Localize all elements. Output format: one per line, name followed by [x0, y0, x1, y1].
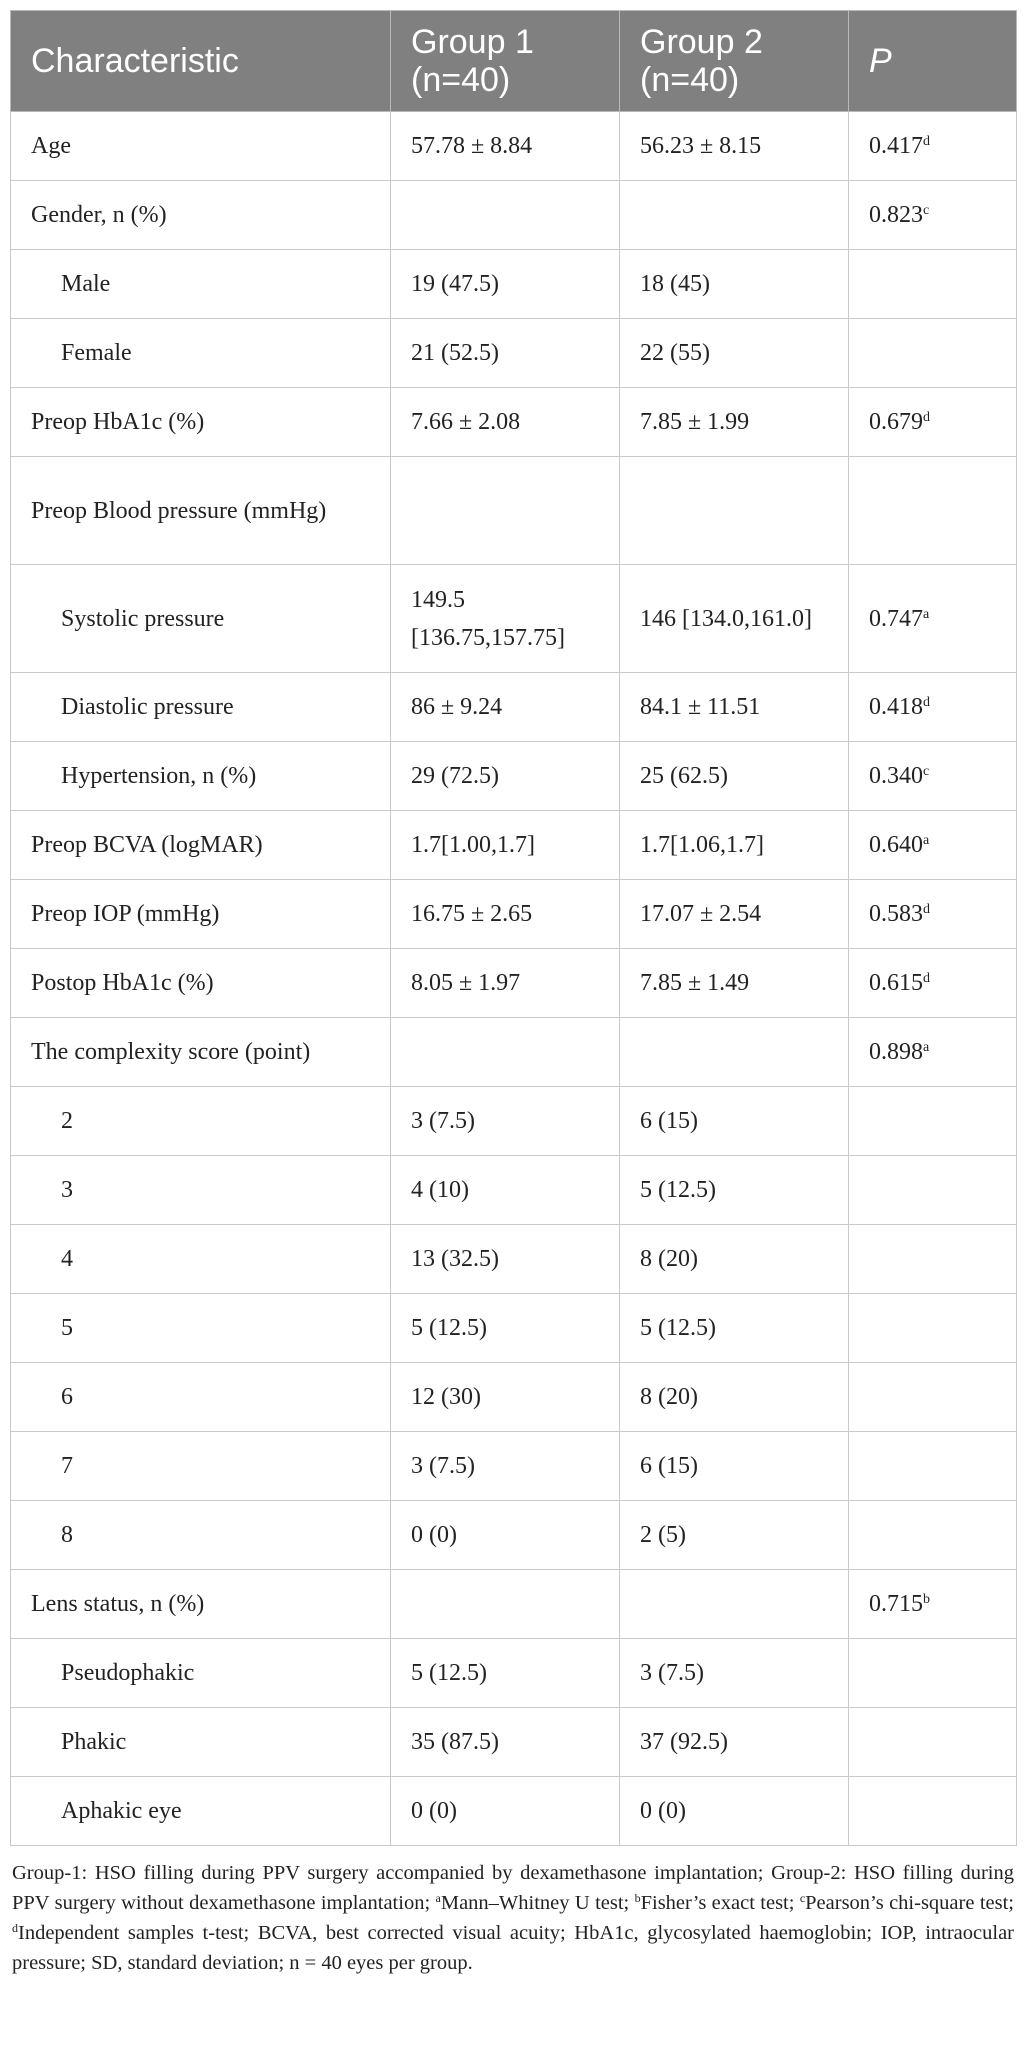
table-row — [11, 742, 1017, 811]
p-value-test-marker: a — [923, 606, 930, 622]
cell-group-1: 5 (12.5) — [391, 1639, 620, 1708]
cell-group-1 — [391, 1018, 620, 1087]
cell-group-1: 19 (47.5) — [391, 250, 620, 319]
footnote-marker: a — [435, 1891, 441, 1905]
cell-p-value — [849, 673, 1017, 742]
cell-p-value — [849, 811, 1017, 880]
cell-p-value — [849, 1432, 1017, 1501]
cell-group-2: 7.85 ± 1.49 — [620, 949, 849, 1018]
cell-p-value — [849, 181, 1017, 250]
table-row — [11, 811, 1017, 880]
p-value: 0.417 — [869, 133, 923, 159]
cell-characteristic: Postop HbA1c (%) — [11, 949, 391, 1018]
cell-characteristic: Preop BCVA (logMAR) — [11, 811, 391, 880]
cell-group-1: 21 (52.5) — [391, 319, 620, 388]
p-value: 0.615 — [869, 970, 923, 996]
p-value-test-marker: b — [923, 1592, 930, 1607]
cell-characteristic: Age — [11, 112, 391, 181]
cell-p-value — [849, 250, 1017, 319]
table-row — [11, 1432, 1017, 1501]
table-row — [11, 1156, 1017, 1225]
table-row — [11, 1777, 1017, 1846]
p-value-test-marker: c — [923, 764, 930, 779]
p-value-test-marker: a — [923, 1040, 930, 1055]
table-footnote — [10, 1858, 1016, 1978]
cell-group-1: 7.66 ± 2.08 — [391, 388, 620, 457]
cell-group-1: 5 (12.5) — [391, 1294, 620, 1363]
cell-group-2: 2 (5) — [620, 1501, 849, 1570]
header-p-value: P — [849, 11, 1017, 112]
cell-p-value — [849, 1225, 1017, 1294]
cell-characteristic: 6 — [11, 1363, 391, 1432]
p-value-test-marker: d — [923, 902, 930, 917]
cell-characteristic: Phakic — [11, 1708, 391, 1777]
cell-group-2: 17.07 ± 2.54 — [620, 880, 849, 949]
table-row — [11, 250, 1017, 319]
cell-group-2: 3 (7.5) — [620, 1639, 849, 1708]
cell-group-1: 8.05 ± 1.97 — [391, 949, 620, 1018]
p-value-test-marker: d — [923, 971, 930, 986]
table-row — [11, 949, 1017, 1018]
cell-group-2: 8 (20) — [620, 1363, 849, 1432]
table-row — [11, 1363, 1017, 1432]
table-row — [11, 673, 1017, 742]
cell-group-1: 0 (0) — [391, 1777, 620, 1846]
cell-group-2: 1.7[1.06,1.7] — [620, 811, 849, 880]
document — [10, 10, 1016, 1978]
cell-characteristic: Female — [11, 319, 391, 388]
cell-group-2: 146 [134.0,161.0] — [620, 565, 849, 673]
footnote-marker: c — [799, 1891, 806, 1905]
p-value: 0.747 — [869, 605, 923, 632]
cell-group-1: 0 (0) — [391, 1501, 620, 1570]
cell-p-value — [849, 457, 1017, 565]
cell-characteristic: 8 — [11, 1501, 391, 1570]
cell-p-value — [849, 1156, 1017, 1225]
cell-p-value — [849, 388, 1017, 457]
table-row — [11, 112, 1017, 181]
cell-group-2: 5 (12.5) — [620, 1294, 849, 1363]
cell-group-1: 35 (87.5) — [391, 1708, 620, 1777]
p-value: 0.898 — [869, 1039, 923, 1065]
cell-characteristic: The complexity score (point) — [11, 1018, 391, 1087]
cell-characteristic: 4 — [11, 1225, 391, 1294]
cell-p-value — [849, 565, 1017, 673]
cell-group-1 — [391, 1570, 620, 1639]
footnote-text: Pearson’s chi-square test; — [805, 1892, 1014, 1914]
cell-characteristic: Preop HbA1c (%) — [11, 388, 391, 457]
cell-p-value — [849, 880, 1017, 949]
cell-group-1: 3 (7.5) — [391, 1087, 620, 1156]
cell-characteristic: Diastolic pressure — [11, 673, 391, 742]
cell-group-2: 25 (62.5) — [620, 742, 849, 811]
cell-characteristic: Preop Blood pressure (mmHg) — [11, 457, 391, 565]
cell-group-1 — [391, 457, 620, 565]
footnote-text: Mann–Whitney U test; — [440, 1892, 635, 1914]
footnote-text: Independent samples t-test; BCVA, best corrected visual acuity; HbA1c, glycosylated haemoglobin; IOP, intraocular pressure; SD, standard deviation; n = 40 eyes per group. — [12, 1922, 1014, 1974]
footnote-text: Group-1: HSO filling during PPV surgery accompanied by dexamethasone implantation; Group-2: HSO filling during PPV surgery without dexamethasone implantation; — [12, 1862, 1014, 1914]
cell-group-2 — [620, 457, 849, 565]
table-row — [11, 1570, 1017, 1639]
cell-group-1: 29 (72.5) — [391, 742, 620, 811]
table-row — [11, 1294, 1017, 1363]
cell-group-2: 7.85 ± 1.99 — [620, 388, 849, 457]
p-value: 0.823 — [869, 202, 923, 228]
table-row — [11, 1708, 1017, 1777]
cell-group-1: 1.7[1.00,1.7] — [391, 811, 620, 880]
cell-p-value — [849, 319, 1017, 388]
cell-characteristic: Systolic pressure — [11, 565, 391, 673]
header-characteristic: Characteristic — [11, 11, 391, 112]
cell-group-2: 22 (55) — [620, 319, 849, 388]
table-row — [11, 388, 1017, 457]
cell-group-2 — [620, 1570, 849, 1639]
cell-p-value — [849, 1018, 1017, 1087]
cell-characteristic: 7 — [11, 1432, 391, 1501]
table-row — [11, 319, 1017, 388]
cell-group-2: 6 (15) — [620, 1432, 849, 1501]
table-row — [11, 1639, 1017, 1708]
table-row — [11, 880, 1017, 949]
p-value: 0.583 — [869, 901, 923, 927]
cell-group-1 — [391, 181, 620, 250]
cell-p-value — [849, 1087, 1017, 1156]
cell-characteristic: Lens status, n (%) — [11, 1570, 391, 1639]
cell-group-2: 84.1 ± 11.51 — [620, 673, 849, 742]
cell-group-1: 149.5 [136.75,157.75] — [391, 565, 620, 673]
cell-group-2 — [620, 1018, 849, 1087]
cell-characteristic: 2 — [11, 1087, 391, 1156]
p-value-test-marker: d — [923, 695, 930, 710]
cell-p-value — [849, 1570, 1017, 1639]
table-row — [11, 1018, 1017, 1087]
cell-group-1: 12 (30) — [391, 1363, 620, 1432]
cell-p-value — [849, 949, 1017, 1018]
cell-group-2: 37 (92.5) — [620, 1708, 849, 1777]
table-row — [11, 565, 1017, 673]
footnote-marker: d — [12, 1921, 18, 1935]
cell-characteristic: Preop IOP (mmHg) — [11, 880, 391, 949]
cell-characteristic: 3 — [11, 1156, 391, 1225]
cell-group-1: 86 ± 9.24 — [391, 673, 620, 742]
p-value: 0.640 — [869, 832, 923, 858]
p-value: 0.715 — [869, 1591, 923, 1617]
cell-p-value — [849, 742, 1017, 811]
cell-characteristic: Male — [11, 250, 391, 319]
header-group-2: Group 2 (n=40) — [620, 11, 849, 112]
cell-group-2: 8 (20) — [620, 1225, 849, 1294]
cell-p-value — [849, 1639, 1017, 1708]
cell-group-2: 56.23 ± 8.15 — [620, 112, 849, 181]
cell-group-2 — [620, 181, 849, 250]
cell-group-1: 57.78 ± 8.84 — [391, 112, 620, 181]
cell-group-1: 16.75 ± 2.65 — [391, 880, 620, 949]
cell-characteristic: Aphakic eye — [11, 1777, 391, 1846]
table-row — [11, 457, 1017, 565]
cell-p-value — [849, 1501, 1017, 1570]
cell-group-1: 13 (32.5) — [391, 1225, 620, 1294]
p-value-test-marker: d — [923, 410, 930, 425]
table-row — [11, 181, 1017, 250]
cell-group-2: 0 (0) — [620, 1777, 849, 1846]
cell-characteristic: 5 — [11, 1294, 391, 1363]
cell-group-2: 5 (12.5) — [620, 1156, 849, 1225]
table-row — [11, 1501, 1017, 1570]
table-row — [11, 1225, 1017, 1294]
cell-characteristic: Pseudophakic — [11, 1639, 391, 1708]
cell-group-1: 4 (10) — [391, 1156, 620, 1225]
cell-characteristic: Gender, n (%) — [11, 181, 391, 250]
p-value-test-marker: d — [923, 134, 930, 149]
footnote-marker: b — [634, 1891, 641, 1905]
cell-p-value — [849, 1294, 1017, 1363]
cell-characteristic: Hypertension, n (%) — [11, 742, 391, 811]
p-value: 0.418 — [869, 694, 923, 720]
footnote-text: Fisher’s exact test; — [640, 1892, 800, 1914]
table-body — [11, 112, 1017, 1846]
p-value: 0.340 — [869, 763, 923, 789]
p-value-test-marker: c — [923, 203, 930, 218]
baseline-characteristics-table — [10, 10, 1017, 1846]
p-value-test-marker: a — [923, 833, 930, 848]
table-header-row — [11, 11, 1017, 112]
table-row — [11, 1087, 1017, 1156]
cell-p-value — [849, 1708, 1017, 1777]
p-value: 0.679 — [869, 409, 923, 435]
cell-p-value — [849, 1777, 1017, 1846]
header-group-1: Group 1 (n=40) — [391, 11, 620, 112]
cell-p-value — [849, 1363, 1017, 1432]
cell-group-2: 18 (45) — [620, 250, 849, 319]
cell-group-1: 3 (7.5) — [391, 1432, 620, 1501]
cell-group-2: 6 (15) — [620, 1087, 849, 1156]
cell-p-value — [849, 112, 1017, 181]
